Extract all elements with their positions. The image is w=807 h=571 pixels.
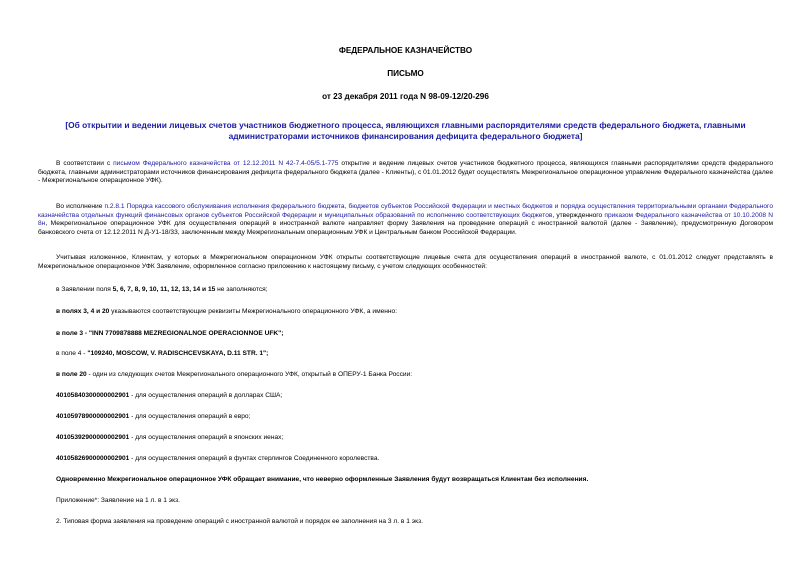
l1-pre: в Заявлении поля <box>56 286 113 293</box>
attachment-1: Приложение*: Заявление на 1 л. в 1 экз. <box>56 497 180 504</box>
account-desc: - для осуществления операций в долларах США; <box>129 392 283 399</box>
p1-text-post: открытие и ведение лицевых счетов участников бюджетного процесса, являющихся главными распорядителями средств федерального бюджета, главными администраторами источников финансирования дефицита федерального бюджета (далее - Клиенты), с 01.01.2012 будет осуществлять Межрегиональное операционное управление Федерального казначейства (далее - Межрегиональное операционное УФК). <box>38 160 773 185</box>
account-row <box>56 392 773 401</box>
p2-text-mid: , утвержденного <box>552 211 605 219</box>
paragraph-1 <box>38 160 773 186</box>
account-desc: - для осуществления операций в японских иенах; <box>129 434 284 441</box>
account-row <box>56 413 773 422</box>
link-order-8n[interactable]: приказом Федерального казначейства от 10.10.2008 N 8н <box>38 211 773 228</box>
paragraph-2 <box>38 203 773 237</box>
list-item-fields <box>56 286 773 295</box>
p2-text-post: , Межрегиональное операционное УФК для осуществления операций в иностранной валюте направляет форму Заявления на проведение операций с иностранной валютой (далее - Заявление), предусмотренную Договором банковского счета от 12.12.2011 N Д-У1-18/33, заключенным между Межрегиональным операционным УФК и Центральным банком Российской Федерации. <box>38 220 773 236</box>
link-order-procedure[interactable]: п.2.8.1 Порядка кассового обслуживания исполнения федерального бюджета, бюджетов субъектов Российской Федерации и местных бюджетов и порядка осуществления территориальными органами Федерального казначейства отдельных функций финансовых органов субъектов Российской Федерации и муниципальных образований по исполнению соответствующих бюджетов <box>38 203 773 219</box>
warning-text: Одновременно Межрегиональное операционное УФК обращает внимание, что неверно оформленные Заявления будут возвращаться Клиентам без исполнения. <box>56 476 589 483</box>
link-letter-fk[interactable]: письмом Федерального казначейства от 12.12.2011 N 42-7.4-05/5.1-775 <box>113 160 339 167</box>
l2-post: указываются соответствующие реквизиты Межрегионального операционного УФК, а именно: <box>109 308 398 315</box>
list-item-field-3 <box>56 330 773 339</box>
list-item-field-20 <box>56 371 773 380</box>
l2-bold: в полях 3, 4 и 20 <box>56 308 110 315</box>
l1-bold: 5, 6, 7, 8, 9, 10, 11, 12, 13, 14 и 15 <box>112 286 216 293</box>
l5-post: - один из следующих счетов Межрегионального операционного УФК, открытый в ОПЕРУ-1 Банка России: <box>86 371 413 378</box>
account-desc: - для осуществления операций в фунтах стерлингов Соединенного королевства. <box>129 455 380 462</box>
subject-heading: [Об открытии и ведении лицевых счетов участников бюджетного процесса, являющихся главными распорядителями средств федерального бюджета, главными администраторами источников финансирования дефицита федерального бюджета] <box>65 120 746 141</box>
l4-bold: "109240, MOSCOW, V. RADISCHCEVSKAYA, D.11 STR. 1"; <box>87 350 269 357</box>
list-item-field-4 <box>56 350 773 359</box>
doc-type-title: ПИСЬМО <box>387 69 424 78</box>
l3-bold: в поле 3 - "INN 7709878888 MEZREGIONALNOE OPERACIONNOE UFK"; <box>56 330 284 337</box>
l5-bold: в поле 20 <box>56 371 87 378</box>
account-number: 40105392900000002901 <box>56 434 130 441</box>
list-item-fields-3-4-20 <box>56 308 773 317</box>
l4-pre: в поле 4 - <box>56 350 88 357</box>
p2-text-pre: Во исполнение <box>56 203 105 210</box>
account-row <box>56 455 773 464</box>
date-number: от 23 декабря 2011 года N 98-09-12/20-296 <box>322 92 489 101</box>
paragraph-3: Учитывая изложенное, Клиентам, у которых в Межрегиональном операционном УФК открыты соответствующие лицевые счета для осуществления операций в иностранной валюте, с 01.01.2012 следует представлять в Межрегиональное операционное УФК Заявление, оформленное согласно приложению к настоящему письму, с учетом следующих особенностей: <box>38 254 773 270</box>
attachment-2: 2. Типовая форма заявления на проведение операций с иностранной валютой и порядок ее заполнения на 3 л. в 1 экз. <box>56 518 423 525</box>
l1-post: не заполняются; <box>215 286 268 293</box>
p1-text-pre: В соответствии с <box>56 160 114 167</box>
account-desc: - для осуществления операций в евро; <box>129 413 251 420</box>
account-number: 40105978900000002901 <box>56 413 130 420</box>
warning-note <box>56 476 773 485</box>
org-title: ФЕДЕРАЛЬНОЕ КАЗНАЧЕЙСТВО <box>338 46 473 55</box>
account-number: 40105840300000002901 <box>56 392 130 399</box>
account-number: 40105826900000002901 <box>56 455 130 462</box>
account-row <box>56 434 773 443</box>
